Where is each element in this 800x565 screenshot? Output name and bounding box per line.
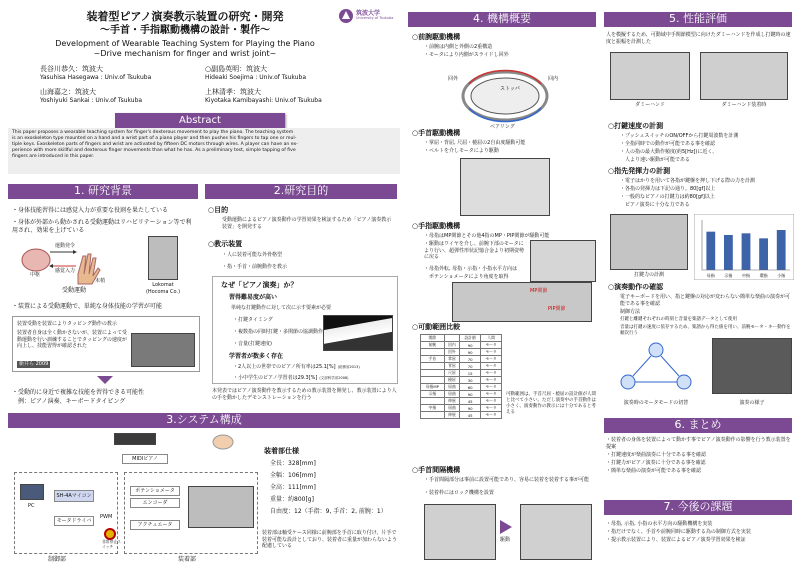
table-row	[421, 405, 502, 412]
s2-learners-heading: 学習者が数多く存在	[229, 353, 284, 360]
e2-line-3: ・一般的なピアノの打鍵力は約80[gf]以上	[620, 194, 715, 200]
bearing-label: ベアリング	[490, 124, 515, 130]
title-area	[30, 10, 340, 59]
s1-bullet-4: ・受動的に身近で複雑な技能を習得できる可能性	[12, 389, 145, 396]
author-4-jp: 上林清孝：筑波大	[205, 88, 261, 96]
table-cell: 背屈	[444, 363, 459, 370]
e2-line-2: ・各指の発揮力は下記の通り。80[gf]以上	[620, 186, 716, 192]
wrist-gap-photo-after	[520, 504, 592, 560]
s6-line-2: ・打鍵速度が楽曲演奏に十分である事を確認	[606, 452, 707, 458]
piano-keys-photo	[323, 315, 393, 351]
s2-need-1: 単純な打鍵動作に対して次に示す要素が必要	[231, 305, 332, 311]
table-cell	[421, 363, 445, 370]
table-cell: 伸展	[444, 398, 459, 405]
s2-stat-2-text: ・小中学生のピアノ学習者は29.3[%]	[233, 375, 318, 381]
table-cell: 90	[460, 391, 481, 398]
lokomat-label: Lokomat	[152, 282, 174, 288]
table-cell: モータ	[481, 377, 502, 384]
pc-label: PC	[28, 503, 35, 509]
table-cell: モータ	[481, 384, 502, 391]
author-3-jp: 山海嘉之：筑波大	[40, 88, 96, 96]
chart-bar	[759, 238, 768, 270]
m5-line-1: ・手首間隔部分は事前に設置可能であり、容易に装着を装着する事が可能	[424, 477, 590, 483]
table-cell: 橈屈	[444, 377, 459, 384]
e3-line-4: 音量は打鍵の速度に依存するため、楽譜から得た値を用い、前腕モータ・キー動作を順次行う	[620, 325, 791, 336]
e1-line-2: ・全指同時での動作が可能である事を確認	[620, 141, 716, 147]
wrist-mechanism-render	[460, 158, 550, 216]
e3-heading: ○演奏動作の確認	[608, 283, 664, 291]
s7-line-2: ・指だけでなく、手首や前腕同時に駆動する為の制御方式を実装	[606, 529, 751, 535]
chart-bar	[777, 230, 786, 270]
logo-en: University of Tsukuba	[356, 16, 394, 20]
chart-tick-label: 母指	[706, 273, 715, 278]
spec-heading: 装着部仕様	[264, 447, 299, 455]
table-cell: 45	[460, 398, 481, 405]
s2-difficulty-heading: 習得難易度が高い	[229, 294, 278, 301]
e3-line-3: 打鍵と離鍵それぞれの時刻と音量を楽譜データとして使用	[620, 317, 737, 322]
s2-device-heading: ○教示装置	[208, 240, 243, 248]
rom-note: 可動範囲は、手首尺屈・橈屈の設計値が人間と比べて小さい。ただし演奏中の手首動作は小さく、演奏動作の教示には十分であると考える	[506, 392, 596, 415]
table-cell: 45	[460, 412, 481, 419]
author-4-en: Kiyotaka Kamibayashi: Univ.of Tsukuba	[205, 96, 322, 104]
s4-header: 4. 機構概要	[408, 12, 596, 27]
s3-note: 装着部は軸受ケース同様に前腕部を手首に取り付け、片手で装着可能な設計としており、装着者に重量が加わらないよう配慮している	[262, 530, 398, 549]
e1-line-1: ・プッシュスイッチのON/OFFから打鍵周波数を計測	[620, 133, 739, 139]
author-1-en: Yasuhisa Hasegawa : Univ.of Tsukuba	[40, 73, 152, 81]
table-cell: 伸展	[444, 412, 459, 419]
system-diagram	[12, 430, 262, 563]
table-cell: 60	[460, 384, 481, 391]
table-header: 人間	[481, 335, 502, 342]
force-measurement-caption: 打鍵力の計測	[633, 272, 664, 278]
table-row	[421, 356, 502, 363]
range-of-motion-table	[420, 334, 502, 419]
dummy-hand-worn-caption: ダミーハンド装着時	[721, 102, 767, 108]
m5-line-2: ・装着枠にはロック機構を設置	[424, 490, 494, 496]
s1-box-line-2: 装置者自身は全く動かさないが、装置によって受動運動を行い訓練することでタッピングの速度が向上し、技能習得が確認された	[17, 330, 128, 349]
author-1-jp: 長谷川恭久：筑波大	[40, 65, 103, 73]
chart-tick-label: 示指	[724, 273, 733, 278]
m3-line-1: ・母指はMP関節とその他4指のMP・PIP関節が駆動可能	[424, 233, 550, 239]
s2-why-piano-box	[212, 276, 398, 384]
table-header: 関節	[421, 335, 445, 342]
s7-header: 7. 今後の課題	[604, 500, 792, 515]
m2-line-2: ・ベルトを介しモータにより駆動	[424, 148, 499, 154]
table-cell	[421, 349, 445, 356]
force-measurement-photo	[610, 214, 688, 270]
m3-line-2: ・駆動はワイヤを介し、前腕下部のモータにより行い、超弾性形状記憶合金より初期姿勢に戻る	[424, 241, 525, 260]
lokomat-credit: (Hocoma Co.)	[145, 288, 181, 295]
control-part-label: 制御部	[48, 556, 67, 563]
table-cell: モータ	[481, 398, 502, 405]
lokomat-caption	[138, 282, 188, 295]
label-sensory-input: 感覚入力	[55, 268, 76, 274]
author-2	[205, 65, 306, 81]
table-cell: 屈曲	[444, 384, 459, 391]
performance-photo	[712, 338, 792, 394]
s3-header: 3.システム構成	[8, 413, 400, 428]
s2-stat-2-source: (文部科学省2008)	[319, 376, 349, 380]
table-cell: 屈曲	[444, 391, 459, 398]
brain-icon	[22, 249, 50, 271]
abstract-header: Abstract	[115, 113, 285, 129]
s2-stat-1-source: (総務省2013)	[337, 365, 360, 369]
performance-caption: 演奏の様子	[739, 400, 765, 406]
e3-line-2: 制御方法	[620, 309, 641, 315]
s6-line-3: ・打鍵力がピアノ演奏に十分である事を確認	[606, 460, 706, 466]
s7-line-3: ・提示教示装置により、装置によるピアノ演奏学習効果を検証	[606, 537, 746, 543]
m3-line-3: ・母指外転, 母指・示指・小指水平方向は	[424, 266, 518, 272]
author-2-en: Hideaki Soejima : Univ.of Tsukuba	[205, 73, 306, 81]
chart-bar	[706, 232, 715, 270]
table-cell: モータ	[481, 391, 502, 398]
lokomat-photo	[148, 236, 178, 280]
table-cell: モータ	[481, 405, 502, 412]
hand-icon	[212, 432, 234, 450]
encoder-box: エンコーダ	[130, 498, 180, 508]
drive-label: 駆動	[500, 537, 511, 543]
table-cell: 屈曲	[444, 405, 459, 412]
abstract-line-2: is an exoskeleton type mounted on a hand and a wrist part of a piano player and then pushes his fingers to tap one or mul-	[12, 135, 297, 141]
tapping-device-photo	[131, 333, 195, 367]
s1-box-line-1: 装置受動を装置によりタッピング動作の教示	[17, 321, 117, 327]
table-cell	[421, 398, 445, 405]
table-row	[421, 342, 502, 349]
m1-line-1: ・前腕は内側と外側の2重構造	[424, 44, 493, 50]
force-bar-chart	[694, 214, 794, 280]
m2-line-1: ・掌屈・背屈, 尺屈・橈屈の2自由度駆動可能	[424, 140, 526, 146]
table-cell	[421, 377, 445, 384]
table-cell	[421, 370, 445, 377]
pronation-label: 回内	[548, 76, 559, 82]
midi-piano-image	[114, 433, 156, 445]
finger-mechanism-render	[530, 240, 596, 282]
table-row	[421, 377, 502, 384]
m1-heading: ○前腕駆動機構	[412, 33, 461, 41]
s1-bullet-1: ・身体技能習得には感覚入力が重要な役割を果たしている	[12, 207, 169, 214]
s2-conclusion: 本発表ではピアノ演奏動作を教示するための教示装置を開発し、教示装置により人の手を動かしたデモンストレーションを行う	[212, 388, 397, 401]
pip-joint-label: PIP関節	[548, 306, 566, 312]
table-row	[421, 412, 502, 419]
title-en: Development of Wearable Teaching System for Playing the Piano	[55, 39, 315, 48]
s2-device-req-1: ・人に装着可能な外骨格型	[222, 252, 283, 258]
m2-heading: ○手首駆動機構	[412, 129, 461, 137]
table-cell: モータ	[481, 356, 502, 363]
finger-mechanism-model	[452, 282, 592, 322]
table-cell: 回外	[444, 349, 459, 356]
author-4	[205, 88, 322, 104]
s2-need-4: ・音量(打鍵速度)	[233, 341, 272, 347]
wrist-gap-photo-before	[424, 504, 496, 560]
s5-intro: 人を模擬するため、可動域中手関節模型に向けたダミーハンドを作成し打鍵時の速度と振幅を計測した	[606, 32, 791, 45]
spec-height: 全高：111[mm]	[270, 484, 316, 491]
table-row	[421, 370, 502, 377]
pc-laptop-image	[20, 484, 44, 500]
abstract-line-3: tiple keys. Exoskeleton parts of fingers and wrist are activated by fifteen DC motors through wires. A player can have an ex-	[12, 141, 298, 147]
table-row	[421, 363, 502, 370]
mode-switch-diagram	[606, 338, 706, 400]
table-cell: 15	[460, 370, 481, 377]
table-cell: 30	[460, 377, 481, 384]
s2-stat-1	[233, 364, 360, 371]
forearm-mechanism-diagram	[455, 64, 555, 126]
pwm-label: PWM	[100, 514, 113, 520]
tapping-figure-caption: 新井ら 2009	[19, 361, 49, 367]
label-center: 中枢	[30, 272, 41, 278]
s2-device-req-2: ・指・手首・前腕動作を教示	[222, 264, 288, 270]
author-3	[40, 88, 142, 104]
table-cell: 70	[460, 356, 481, 363]
chart-bar	[724, 235, 733, 270]
table-cell: モータ	[481, 363, 502, 370]
table-cell: 手首	[421, 356, 445, 363]
author-3-en: Yoshiyuki Sankai : Univ.of Tsukuba	[40, 96, 143, 104]
table-header	[444, 335, 459, 342]
spec-length: 全長：328[mm]	[270, 460, 316, 467]
table-cell: モータ	[481, 349, 502, 356]
m1-line-2: ・モータにより内側がスライドし回外	[424, 52, 509, 58]
e1-heading: ○打鍵速度の計測	[608, 122, 664, 130]
s1-bullet-2: ・身体が外部から動かされる受動運動はリハビリテーション等で利用され、効果を上げている	[12, 219, 192, 235]
table-cell: モータ	[481, 370, 502, 377]
university-logo	[338, 6, 396, 28]
wearing-part-label: 装着部	[178, 556, 197, 563]
table-cell: 70	[460, 363, 481, 370]
table-cell: モータ	[481, 412, 502, 419]
mode-switch-caption: 演奏時のモータモードの切替	[623, 400, 689, 406]
midi-piano-box: MIDIピアノ	[122, 454, 168, 464]
s2-stat-2	[233, 375, 349, 382]
s6-header: 6. まとめ	[604, 418, 792, 433]
abstract-line-1: This paper proposes a wearable teaching system for finger's dexterous movement to play the piano. The teaching system	[12, 130, 294, 135]
s2-stat-1-text: ・2人以上の世帯でのピアノ所有率は25.1[%]	[233, 364, 336, 370]
s1-bullet-5: 例：ピアノ演奏、キーボードタイピング	[12, 398, 126, 405]
arrow-right-icon	[500, 520, 512, 534]
table-cell: 前腕	[421, 342, 445, 349]
sh4a-mcu-box: SH-4Aマイコン	[54, 490, 94, 502]
m4-heading: ○可動範囲比較	[412, 323, 461, 331]
label-periphery: 末梢	[95, 278, 106, 284]
spec-weight: 重量：約800[g]	[270, 496, 314, 503]
arrow-down-icon	[97, 376, 113, 384]
stopper-label: ストッパ	[500, 86, 520, 92]
wearable-device-image	[188, 486, 254, 528]
table-header: 設計値	[460, 335, 481, 342]
chart-tick-label: 小指	[777, 273, 786, 278]
logo-icon	[338, 8, 354, 24]
table-cell: 90	[460, 405, 481, 412]
chart-bar	[742, 233, 751, 270]
m3-line-4: ポテンショメータにより角度を取得	[424, 274, 509, 280]
abstract-line-4: perience with more skillful and dexterous finger movements than what he has. As a preliminary test, simple tapping of five	[12, 147, 296, 153]
m3-heading: ○手指駆動機構	[412, 222, 461, 230]
title-jp: 装着型ピアノ演奏教示装置の研究・開発	[86, 10, 284, 23]
table-row	[421, 398, 502, 405]
subtitle-jp: 〜手首・手指駆動機構の設計・製作〜	[100, 25, 270, 36]
logo-jp: 筑波大学	[356, 10, 381, 17]
abstract-line-5: fingers are introduced in this paper.	[12, 153, 95, 159]
s6-line-4: ・簡単な楽曲の演奏が可能である事を確認	[606, 468, 702, 474]
m5-heading: ○手首間隔機構	[412, 466, 461, 474]
table-header-row	[421, 335, 502, 342]
spec-width: 全幅：106[mm]	[270, 472, 316, 479]
table-cell: 掌屈	[444, 356, 459, 363]
table-cell	[421, 412, 445, 419]
s1-header: 1. 研究背景	[8, 184, 198, 199]
s2-why-heading: なぜ「ピアノ演奏」か？	[221, 281, 298, 289]
s2-header: 2.研究目的	[205, 184, 397, 199]
table-cell: 中指	[421, 405, 445, 412]
label-passive-motion: 受動運動	[62, 287, 87, 294]
supination-label: 回外	[448, 76, 459, 82]
emergency-stop-label: 非常停止スイッチ	[102, 539, 121, 549]
s1-study-box	[12, 316, 200, 372]
dummy-hand-photo	[610, 52, 690, 100]
s6-line-1: ・装着者の身体を装置によって動かす事でピアノ演奏動作の影響を行う教示装置を提案	[606, 437, 791, 450]
e2-heading: ○指先発揮力の計測	[608, 167, 671, 175]
chart-tick-label: 環指	[759, 273, 768, 278]
table-cell: 90	[460, 349, 481, 356]
e3-line-1: 電子キーボードを用い、指と鍵盤の対応が変わらない簡単な楽曲の演奏が可能である事を確認	[620, 294, 791, 307]
label-motor-command: 運動発令	[55, 243, 76, 249]
s2-goal-heading: ○目的	[208, 206, 229, 214]
table-row	[421, 384, 502, 391]
e2-line-4: ピアノ演奏に十分な力である	[620, 202, 690, 208]
author-1	[40, 65, 151, 81]
table-row	[421, 391, 502, 398]
s2-need-2: ・打鍵タイミング	[233, 317, 273, 323]
e1-line-3: ・人の指の最大動作頻度(約5[Hz])に近く、	[620, 149, 718, 155]
table-row	[421, 349, 502, 356]
s2-goal-text: 受動運動によるピアノ演奏動作の学習効果を検証するため「ピアノ演奏教示装置」を開発する	[222, 217, 392, 230]
table-cell: 90	[460, 342, 481, 349]
actuator-box: アクチュエータ	[130, 520, 180, 530]
table-cell: モータ	[481, 342, 502, 349]
abstract-box	[8, 128, 400, 174]
dummy-hand-caption: ダミーハンド	[635, 102, 665, 108]
potentiometer-box: ポテンショメータ	[130, 486, 180, 496]
table-cell: 示指	[421, 391, 445, 398]
table-cell: 母指MP	[421, 384, 445, 391]
subtitle-en: ~Drive mechanism for finger and wrist joint~	[93, 49, 277, 58]
dummy-hand-worn-photo	[700, 52, 788, 100]
s5-header: 5. 性能評価	[604, 12, 792, 27]
table-cell: 回内	[444, 342, 459, 349]
mp-joint-label: MP関節	[530, 288, 548, 294]
author-2-jp: ○副島英明：筑波大	[205, 65, 268, 73]
table-cell: 尺屈	[444, 370, 459, 377]
motor-driver-box: モータドライバ	[54, 516, 94, 526]
s2-need-3: ・複数指の同時打鍵・多関節の協調動作	[233, 329, 324, 335]
e1-line-4: 人より速い駆動が可能である	[620, 157, 691, 163]
s1-bullet-3: ・装置による受動運動で、単純な身体技能の学習が可能	[12, 303, 162, 310]
s7-line-1: ・母指, 示指, 小指の水平方向の駆動機構を実装	[606, 521, 713, 527]
e2-line-1: ・電子はかりを用いて各指が鍵盤を押し下げる際の力を計測	[620, 178, 756, 184]
spec-dof: 自由度：12（手指：9, 手首：2, 前腕：1）	[270, 508, 387, 515]
chart-tick-label: 中指	[742, 273, 750, 278]
